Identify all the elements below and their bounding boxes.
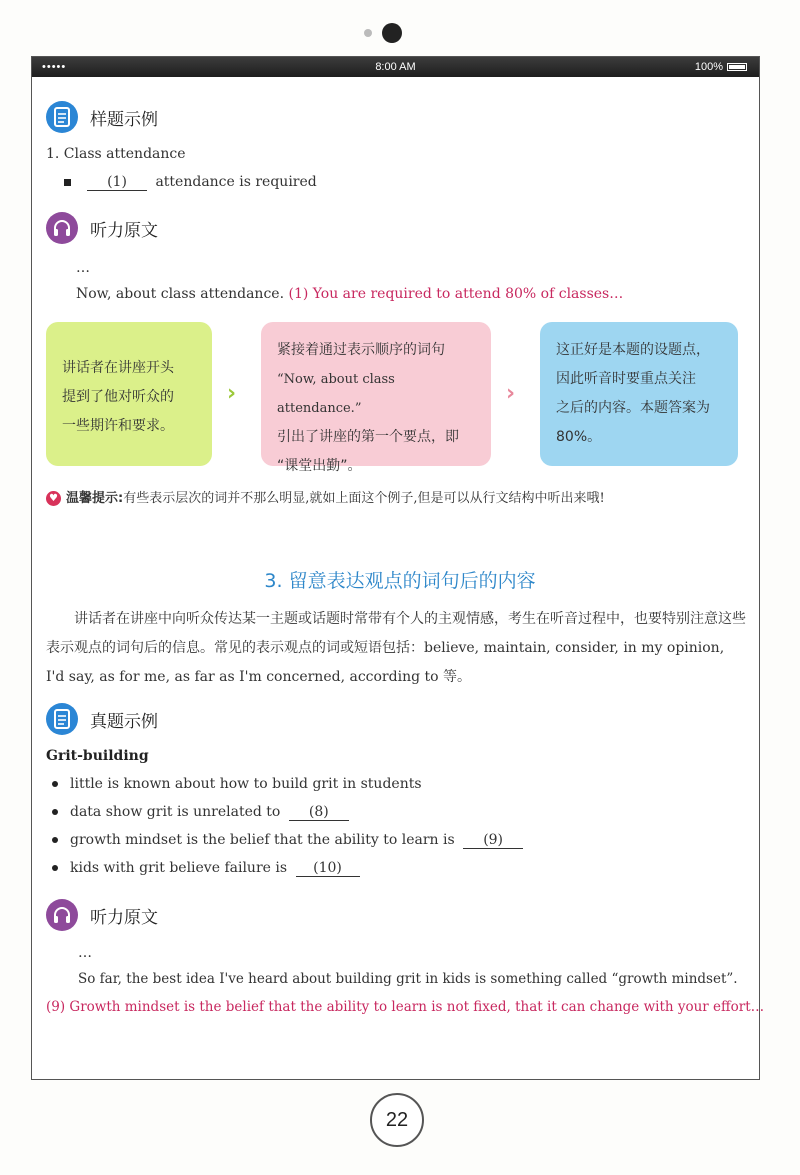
answer-blank: (8) — [289, 804, 349, 821]
item-text: attendance is required — [155, 174, 317, 190]
section-title: 听力原文 — [90, 220, 158, 241]
ellipsis: … — [76, 260, 90, 276]
signal-indicator: ••••• — [42, 61, 67, 73]
box-line: 这正好是本题的设题点， — [556, 342, 710, 358]
status-time: 8:00 AM — [375, 61, 416, 73]
bullet-item — [52, 804, 353, 821]
bullet-item — [52, 832, 527, 849]
box-line: 引出了讲座的第一个要点，即 — [277, 429, 459, 445]
tip-text: 有些表示层次的词并不那么明显,就如上面这个例子,但是可以从行文结构中听出来哦! — [123, 491, 605, 506]
transcript-answer-line: (9) Growth mindset is the belief that the ability to learn is not fixed, that it can change with your effort… — [46, 999, 765, 1015]
box-line: 提到了他对听众的 — [62, 389, 174, 405]
answer-blank: (9) — [463, 832, 523, 849]
page-number: 22 — [370, 1093, 424, 1147]
box-line: 一些期许和要求。 — [62, 418, 174, 434]
bullet-text: little is known about how to build grit in students — [70, 776, 422, 792]
explanation-box-3 — [540, 322, 738, 466]
bullet-text: growth mindset is the belief that the ability to learn is — [70, 832, 455, 848]
answer-blank: (1) — [87, 174, 147, 191]
section-header-transcript — [46, 212, 158, 244]
body-paragraph: 讲话者在讲座中向听众传达某一主题或话题时常带有个人的主观情感，考生在听音过程中，也要特别注意这些表示观点的词句后的信息。常见的表示观点的词或短语包括：believe, maintain, consider, in my opinion, I'd say, as for me, as far as I'm concerned, according to 等。 — [46, 611, 746, 685]
status-bar — [32, 57, 759, 77]
bullet-icon — [52, 865, 58, 871]
bullet-icon — [52, 809, 58, 815]
explanation-box-2 — [261, 322, 491, 474]
box-line: 讲话者在讲座开头 — [62, 360, 174, 376]
heart-icon: ♥ — [46, 491, 61, 506]
headphones-icon — [46, 899, 78, 931]
section-title: 真题示例 — [90, 711, 158, 732]
box-line: 80%。 — [556, 429, 602, 445]
bullet-icon — [52, 781, 58, 787]
bullet-text: kids with grit believe failure is — [70, 860, 288, 876]
chevron-right-icon: › — [227, 381, 237, 406]
section-header-transcript-2 — [46, 899, 158, 931]
tip-note — [46, 484, 746, 513]
bullet-item — [52, 860, 364, 877]
section-title: 听力原文 — [90, 907, 158, 928]
front-sensor — [364, 29, 372, 37]
document-icon — [46, 101, 78, 133]
question-item — [64, 174, 317, 191]
explanation-box-1 — [46, 322, 212, 466]
section-header-sample — [46, 101, 158, 133]
transcript-line: So far, the best idea I've heard about building grit in kids is something called “growth mindset”. — [78, 971, 738, 987]
transcript-line — [76, 286, 623, 302]
box-line: “Now, about class attendance.” — [277, 372, 395, 416]
section-header-real-exam — [46, 703, 158, 735]
answer-blank: (10) — [296, 860, 360, 877]
passage-subtitle: Grit-building — [46, 748, 149, 764]
tip-label: 温馨提示: — [66, 491, 124, 506]
transcript-answer-text: (1) You are required to attend 80% of classes… — [288, 286, 624, 302]
headphones-icon — [46, 212, 78, 244]
box-line: 之后的内容。本题答案为 — [556, 400, 710, 416]
document-icon — [46, 703, 78, 735]
transcript-text: Now, about class attendance. — [76, 286, 285, 302]
battery-icon — [727, 63, 747, 71]
ellipsis: … — [78, 945, 92, 961]
square-bullet-icon — [64, 179, 71, 186]
box-line: “课堂出勤”。 — [277, 458, 362, 474]
subsection-title: 3. 留意表达观点的词句后的内容 — [264, 570, 536, 592]
chevron-right-icon: › — [506, 381, 516, 406]
section-title: 样题示例 — [90, 109, 158, 130]
front-camera — [382, 23, 402, 43]
bullet-item — [52, 776, 422, 792]
box-line: 因此听音时要重点关注 — [556, 371, 696, 387]
battery-indicator — [695, 57, 747, 77]
question-heading: 1. Class attendance — [46, 146, 186, 162]
battery-percent: 100% — [694, 61, 723, 73]
bullet-text: data show grit is unrelated to — [70, 804, 281, 820]
bullet-icon — [52, 837, 58, 843]
box-line: 紧接着通过表示顺序的词句 — [277, 342, 445, 358]
